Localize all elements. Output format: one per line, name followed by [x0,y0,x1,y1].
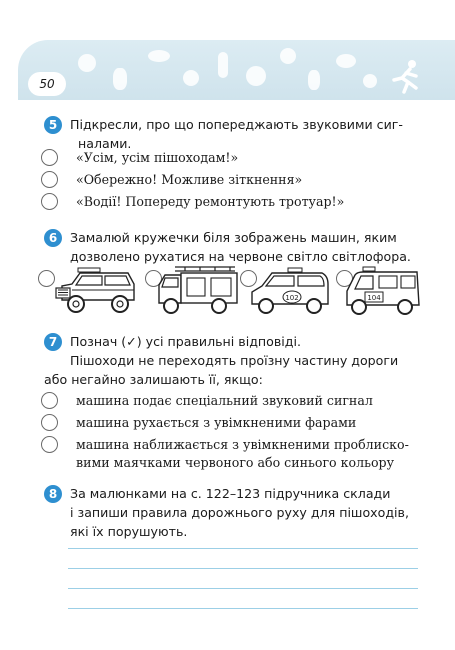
task-5-option[interactable]: «Обережно! Можливе зіткнення» [41,171,302,188]
vehicle-label-102: 102 [285,294,299,302]
task-7-option-continuation: вими маячками червоного або синього кольору [76,455,394,470]
task-7-number: 7 [44,333,62,351]
writing-line[interactable] [68,568,418,569]
runner-icon [386,58,426,98]
task-5-option[interactable]: «Водії! Попереду ремонтують тротуар!» [41,193,344,210]
task-7-option[interactable]: машина рухається з увімкненими фарами [41,414,356,431]
task-5-instruction: Підкресли, про що попереджають звуковими сиг- налами. [70,117,403,151]
task-7-option-circle[interactable] [41,436,58,453]
task-5-option-circle[interactable] [41,149,58,166]
task-7-instruction-cont: або негайно залишають її, якщо: [44,372,263,387]
police-jeep-icon [50,264,140,316]
vehicle-label-104: 104 [367,294,381,302]
task-5-option-circle[interactable] [41,171,58,188]
ambulance-car-icon [248,264,332,316]
ambulance-van-icon [343,263,423,317]
writing-line[interactable] [68,548,418,549]
task-5-option[interactable]: «Усім, усім пішоходам!» [41,149,238,166]
writing-line[interactable] [68,608,418,609]
task-7-instruction: Познач (✓) усі правильні відповіді. Пішоходи не переходять проїзну частину дороги [70,334,399,368]
task-7-option[interactable]: машина наближається з увімкненими проблиско- [41,436,409,453]
task-7-option-circle[interactable] [41,414,58,431]
task-6-number: 6 [44,229,62,247]
page-number: 50 [28,72,66,96]
fire-truck-icon [155,263,240,317]
task-8-instruction: За малюнками на с. 122–123 підручника склади і запиши правила дорожнього руху для пішоходів, які їх порушують. [70,486,409,539]
task-7-option[interactable]: машина подає спеціальний звуковий сигнал [41,392,373,409]
task-6-instruction: Замалюй кружечки біля зображень машин, яким дозволено рухатися на червоне світло світлофора. [70,230,411,264]
writing-line[interactable] [68,588,418,589]
task-7-option-circle[interactable] [41,392,58,409]
task-5-option-circle[interactable] [41,193,58,210]
task-5-number: 5 [44,116,62,134]
task-8-number: 8 [44,485,62,503]
